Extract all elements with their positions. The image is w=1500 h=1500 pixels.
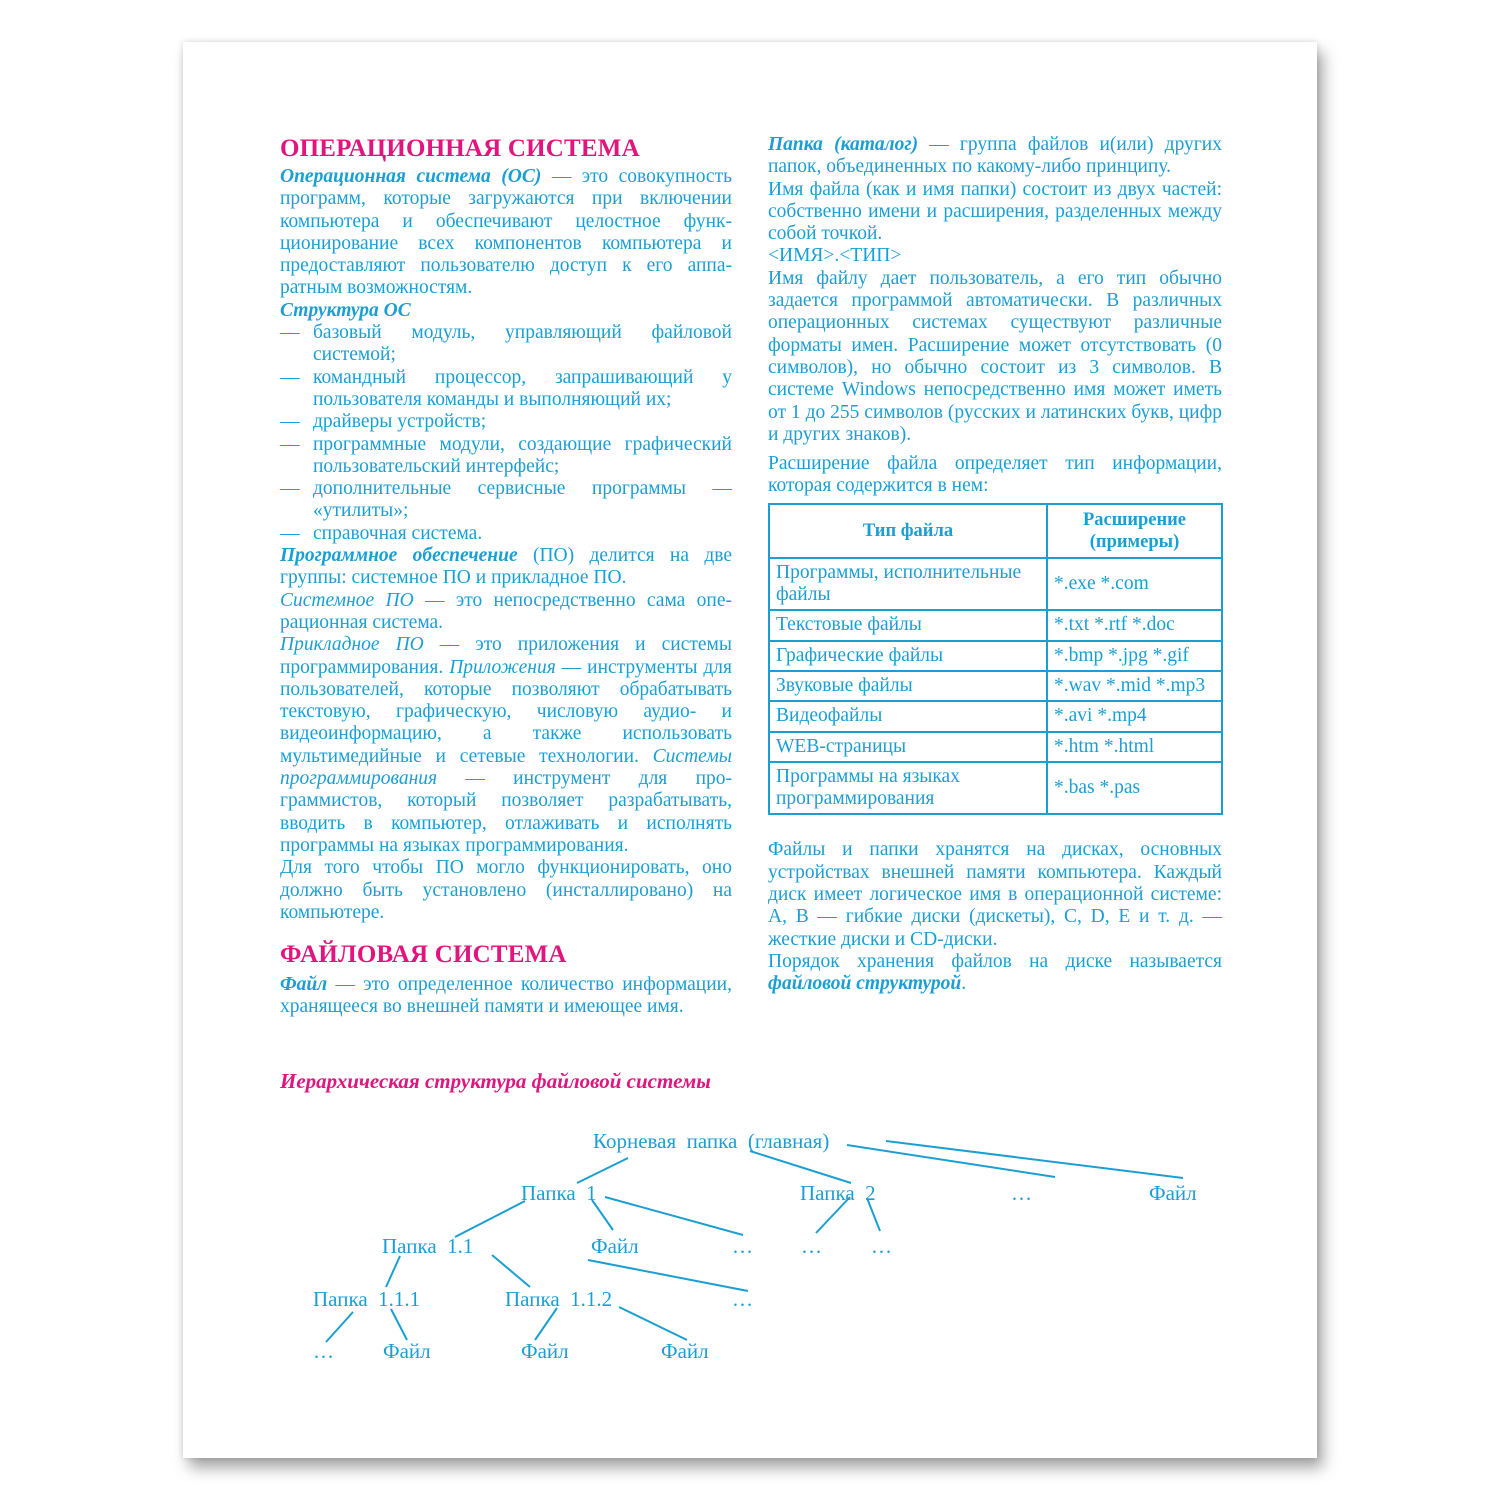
table-cell: WEB-страницы bbox=[769, 732, 1047, 762]
table-cell: *.exe *.com bbox=[1047, 558, 1222, 611]
list-item-text: командный процессор, запрашивающий у пользователя команды и выполняющий их; bbox=[313, 366, 732, 410]
table-cell: Видеофайлы bbox=[769, 701, 1047, 731]
tree-node-file: Файл bbox=[1149, 1181, 1197, 1205]
tree-node-folder-1-1-1: Папка 1.1.1 bbox=[313, 1287, 421, 1311]
dash-mark: — bbox=[280, 478, 300, 500]
list-item-text: дополнительные сервисные программы — «утилиты»; bbox=[313, 478, 732, 522]
list-item-text: программные модули, создающие графический пользовательский интерфейс; bbox=[313, 433, 732, 477]
file-name-format: <ИМЯ>.<ТИП> bbox=[768, 245, 902, 267]
connector-p1-p11 bbox=[455, 1201, 525, 1237]
table-cell: Графические файлы bbox=[769, 641, 1047, 671]
table-cell: *.avi *.mp4 bbox=[1047, 701, 1222, 731]
tree-node-file: Файл bbox=[661, 1339, 709, 1363]
file-structure-term: файловой структурой bbox=[768, 973, 962, 995]
connector-p112-file-a bbox=[535, 1308, 557, 1340]
installation-paragraph: Для того чтобы ПО могло функционировать, оно должно быть установлено (инсталлировано) на компьютере. bbox=[280, 857, 732, 923]
connector-p11-p112 bbox=[492, 1255, 530, 1287]
connector-p11-p111 bbox=[386, 1256, 400, 1287]
application-def-text-3: — инструмент для программистов, который позволяет разрабатывать, вводить в компьютер, отлаживать и исполнять программы на языках программирования. bbox=[280, 768, 732, 856]
tree-node-folder-1: Папка 1 bbox=[521, 1181, 597, 1205]
diagram-title: Иерархическая структура файловой системы bbox=[280, 1069, 711, 1093]
programming-systems-term: Системы программирования bbox=[280, 745, 732, 790]
software-def-text: (ПО) делится на две группы: системное ПО и прикладное ПО. bbox=[280, 545, 732, 589]
table-cell: *.bmp *.jpg *.gif bbox=[1047, 641, 1222, 671]
connector-p111-ellipsis bbox=[326, 1312, 353, 1342]
book-page bbox=[183, 42, 1317, 1458]
file-def-text: — это определенное количество информации, хранящееся во внешней памяти и имеющее имя. bbox=[280, 974, 732, 1018]
system-software-term: Системное ПО bbox=[280, 589, 414, 611]
dash-mark: — bbox=[280, 522, 300, 544]
connector-p112-file-b bbox=[619, 1307, 687, 1340]
heading-operating-system: ОПЕРАЦИОННАЯ СИСТЕМА bbox=[280, 135, 640, 162]
list-item-text: базовый модуль, управляющий файловой системой; bbox=[313, 322, 732, 366]
dash-mark: — bbox=[280, 411, 300, 433]
connector-p111-file bbox=[391, 1309, 407, 1340]
file-structure-end: . bbox=[961, 973, 967, 995]
file-structure-text: Порядок хранения файлов на диске называется bbox=[768, 950, 1222, 972]
os-def-text: — это совокупность программ, которые загружаются при включении компьютера и обеспечивают целостное функционирование всех компонентов компьютера и предоставляют пользователю доступ к его аппаратным возможностям. bbox=[280, 166, 732, 299]
table-cell: Текстовые файлы bbox=[769, 610, 1047, 640]
os-term: Операционная система (ОС) bbox=[280, 166, 542, 187]
application-software-term: Прикладное ПО bbox=[280, 634, 424, 656]
system-software-def-text: — это непосредственно сама операционная система. bbox=[280, 589, 732, 633]
table-cell: *.txt *.rtf *.doc bbox=[1047, 610, 1222, 640]
table-header-cell: Тип файла bbox=[769, 504, 1047, 558]
file-name-paragraph: Имя файла (как и имя папки) состоит из двух частей: собственно имени и расширения, разделенных между собой точкой. bbox=[768, 178, 1222, 245]
file-name-rules: Имя файлу дает пользователь, а его тип обычно задается программой автоматически. В различных операционных системах существуют различные форматы имен. Расширение может отсутствовать (0 символов), но обычно состоит из 3 символов. В системе Windows непосредственно имя может иметь от 1 до 255 символов (русских и латинских букв, цифр и других знаков). bbox=[768, 267, 1222, 445]
tree-node-root: Корневая папка (главная) bbox=[593, 1129, 830, 1153]
table-cell: Звуковые файлы bbox=[769, 671, 1047, 701]
dash-mark: — bbox=[280, 322, 300, 344]
file-term: Файл bbox=[280, 974, 328, 996]
dash-mark: — bbox=[280, 366, 300, 388]
applications-term: Приложения bbox=[449, 656, 556, 678]
list-item-text: справочная система. bbox=[313, 522, 483, 544]
table-cell: *.htm *.html bbox=[1047, 732, 1222, 762]
tree-node-ellipsis: … bbox=[313, 1339, 334, 1363]
tree-node-file: Файл bbox=[383, 1339, 431, 1363]
list-item-text: драйверы устройств; bbox=[313, 411, 487, 433]
heading-file-system: ФАЙЛОВАЯ СИСТЕМА bbox=[280, 941, 567, 969]
application-def-text-1: — это приложения и системы программирования. bbox=[280, 634, 732, 678]
tree-node-folder-1-1-2: Папка 1.1.2 bbox=[505, 1287, 613, 1311]
tree-node-folder-1-1: Папка 1.1 bbox=[382, 1234, 474, 1258]
tree-node-ellipsis: … bbox=[732, 1234, 753, 1258]
folder-term: Папка (каталог) bbox=[768, 134, 919, 155]
table-cell: Программы на языках программирования bbox=[769, 762, 1047, 815]
disks-paragraph: Файлы и папки хранятся на дисках, основных устройствах внешней памяти компьютера. Каждый диск имеет логическое имя в операционной системе: A, B — гибкие диски (дискеты), C, D, E и т. д. — жесткие диски и CD-диски. bbox=[768, 839, 1222, 950]
connector-root-file bbox=[886, 1141, 1183, 1178]
tree-node-folder-2: Папка 2 bbox=[800, 1181, 876, 1205]
tree-node-ellipsis: … bbox=[871, 1234, 892, 1258]
os-structure-title: Структура ОС bbox=[280, 299, 411, 321]
table-cell: *.bas *.pas bbox=[1047, 762, 1222, 815]
tree-node-ellipsis: … bbox=[732, 1287, 753, 1311]
file-hierarchy-diagram bbox=[183, 42, 1317, 1458]
connector-p1-ellipsis bbox=[605, 1197, 743, 1235]
tree-node-file: Файл bbox=[521, 1339, 569, 1363]
tree-node-file: Файл bbox=[591, 1234, 639, 1258]
extension-paragraph: Расширение файла определяет тип информации, которая содержится в нем: bbox=[768, 453, 1222, 497]
folder-def-text: — группа файлов и(или) других папок, объединенных по какому-либо принципу. bbox=[768, 134, 1222, 178]
dash-mark: — bbox=[280, 433, 300, 455]
tree-node-ellipsis: … bbox=[801, 1234, 822, 1258]
table-cell: Программы, исполнительные файлы bbox=[769, 558, 1047, 611]
application-def-text-2: — инструменты для пользователей, которые позволяют обрабатывать текстовую, графическую, числовую аудио- и видеоинформацию, а также использовать мультимедийные и сетевые технологии. bbox=[280, 656, 732, 767]
connector-root-p1 bbox=[577, 1158, 628, 1183]
tree-node-ellipsis: … bbox=[1011, 1181, 1032, 1205]
software-term: Программное обеспечение bbox=[280, 545, 518, 567]
table-header-cell: Расширение (примеры) bbox=[1047, 504, 1222, 558]
connector-root-p2 bbox=[750, 1151, 851, 1183]
table-cell: *.wav *.mid *.mp3 bbox=[1047, 671, 1222, 701]
